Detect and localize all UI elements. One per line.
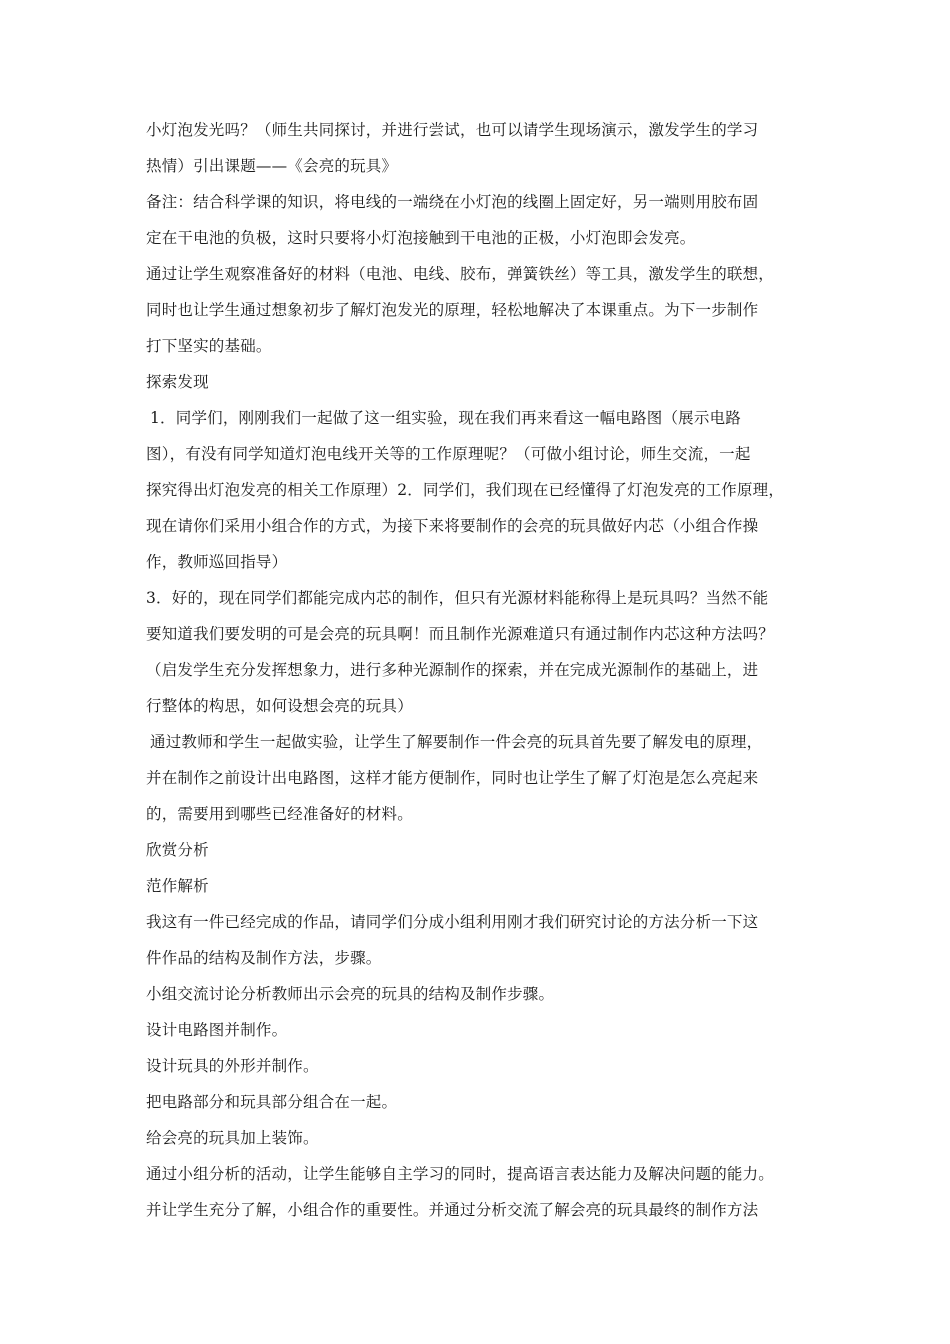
text-line: 并在制作之前设计出电路图，这样才能方便制作，同时也让学生了解了灯泡是怎么亮起来 bbox=[146, 769, 759, 787]
text-line: 行整体的构思，如何设想会亮的玩具） bbox=[146, 697, 413, 715]
text-line: 给会亮的玩具加上装饰。 bbox=[146, 1129, 319, 1147]
heading-text: 欣赏分析 bbox=[146, 841, 209, 859]
text-line: 设计电路图并制作。 bbox=[146, 1021, 288, 1039]
text-line: 小灯泡发光吗？（师生共同探讨，并进行尝试，也可以请学生现场演示，激发学生的学习 bbox=[146, 121, 759, 139]
text-line: 要知道我们要发明的可是会亮的玩具啊！而且制作光源难道只有通过制作内芯这种方法吗？ bbox=[146, 625, 775, 643]
paragraph-group-discussion bbox=[146, 976, 814, 1012]
paragraph-summary-experiment bbox=[146, 724, 814, 832]
text-line: 我这有一件已经完成的作品，请同学们分成小组利用刚才我们研究讨论的方法分析一下这 bbox=[146, 913, 759, 931]
text-line: 作，教师巡回指导） bbox=[146, 553, 288, 571]
section-heading-explore bbox=[146, 364, 814, 400]
paragraph-note bbox=[146, 184, 814, 256]
paragraph-intro-question bbox=[146, 112, 814, 184]
text-line: 通过小组分析的活动，让学生能够自主学习的同时，提高语言表达能力及解决问题的能力。 bbox=[146, 1165, 775, 1183]
paragraph-explore-steps bbox=[146, 400, 814, 580]
text-line: 件作品的结构及制作方法，步骤。 bbox=[146, 949, 382, 967]
text-line: 图），有没有同学知道灯泡电线开关等的工作原理呢？（可做小组讨论，师生交流，一起 bbox=[146, 445, 751, 463]
text-line: 3．好的，现在同学们都能完成内芯的制作，但只有光源材料能称得上是玩具吗？当然不能 bbox=[146, 589, 769, 607]
list-item-step-decorate bbox=[146, 1120, 814, 1156]
text-line: 把电路部分和玩具部分组合在一起。 bbox=[146, 1093, 398, 1111]
list-item-step-circuit bbox=[146, 1012, 814, 1048]
text-line: 小组交流讨论分析教师出示会亮的玩具的结构及制作步骤。 bbox=[146, 985, 555, 1003]
text-line: 同时也让学生通过想象初步了解灯泡发光的原理，轻松地解决了本课重点。为下一步制作 bbox=[146, 301, 759, 319]
heading-text: 探索发现 bbox=[146, 373, 209, 391]
text-line: （启发学生充分发挥想象力，进行多种光源制作的探索，并在完成光源制作的基础上，进 bbox=[146, 661, 759, 679]
section-heading-appreciate bbox=[146, 832, 814, 868]
text-line: 定在干电池的负极，这时只要将小灯泡接触到干电池的正极，小灯泡即会发亮。 bbox=[146, 229, 696, 247]
text-line: 热情）引出课题——《会亮的玩具》 bbox=[146, 157, 398, 175]
text-line: 现在请你们采用小组合作的方式，为接下来将要制作的会亮的玩具做好内芯（小组合作操 bbox=[146, 517, 759, 535]
text-line: 通过教师和学生一起做实验，让学生了解要制作一件会亮的玩具首先要了解发电的原理， bbox=[150, 733, 763, 751]
heading-text: 范作解析 bbox=[146, 877, 209, 895]
document-body bbox=[146, 112, 814, 1228]
text-line: 通过让学生观察准备好的材料（电池、电线、胶布，弹簧铁丝）等工具，激发学生的联想， bbox=[146, 265, 775, 283]
text-line: 的，需要用到哪些已经准备好的材料。 bbox=[146, 805, 413, 823]
text-line: 备注：结合科学课的知识，将电线的一端绕在小灯泡的线圈上固定好，另一端则用胶布固 bbox=[146, 193, 759, 211]
text-line: 并让学生充分了解，小组合作的重要性。并通过分析交流了解会亮的玩具最终的制作方法 bbox=[146, 1201, 759, 1219]
text-line: 打下坚实的基础。 bbox=[146, 337, 272, 355]
section-heading-example bbox=[146, 868, 814, 904]
paragraph-example-intro bbox=[146, 904, 814, 976]
text-line: 设计玩具的外形并制作。 bbox=[146, 1057, 319, 1075]
list-item-step-shape bbox=[146, 1048, 814, 1084]
list-item-step-combine bbox=[146, 1084, 814, 1120]
paragraph-observation bbox=[146, 256, 814, 364]
paragraph-conclusion bbox=[146, 1156, 814, 1228]
text-line: 1．同学们，刚刚我们一起做了这一组实验，现在我们再来看这一幅电路图（展示电路 bbox=[150, 409, 741, 427]
text-line: 探究得出灯泡发亮的相关工作原理）2．同学们，我们现在已经懂得了灯泡发亮的工作原理， bbox=[146, 481, 785, 499]
paragraph-step-three bbox=[146, 580, 814, 724]
